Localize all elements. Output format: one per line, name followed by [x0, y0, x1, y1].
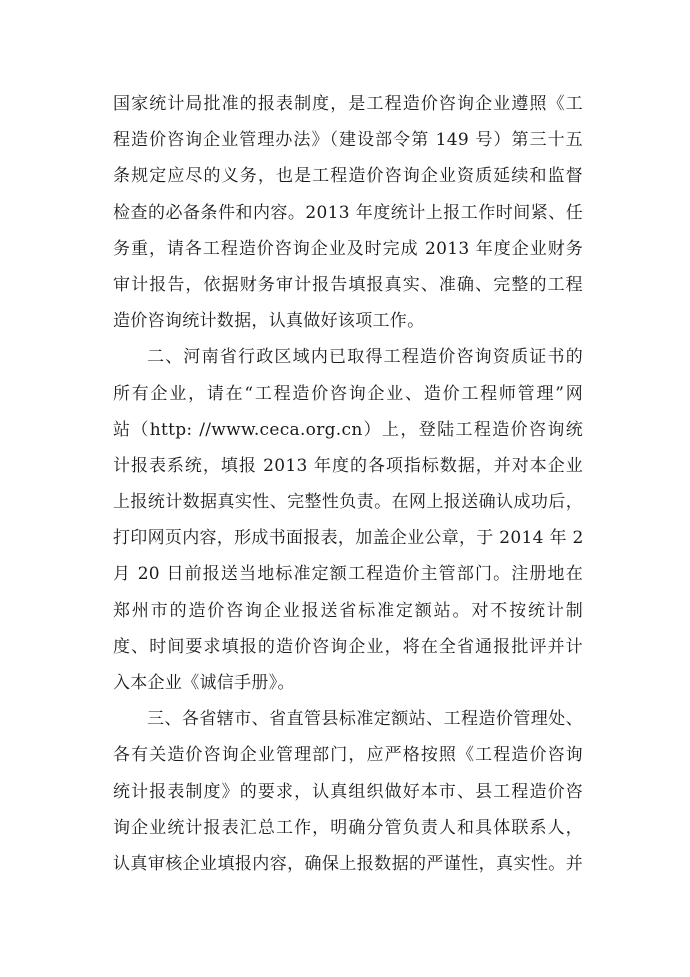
paragraph-3-line-3: 统计报表制度》的要求，认真组织做好本市、县工程造价咨 — [113, 781, 583, 802]
paragraph-1-line-5: 务重，请各工程造价咨询企业及时完成 2013 年度企业财务 — [113, 238, 583, 259]
paragraph-3-line-5: 认真审核企业填报内容，确保上报数据的严谨性，真实性。并 — [113, 853, 583, 874]
paragraph-2-line-10: 入本企业《诚信手册》。 — [113, 673, 295, 693]
paragraph-1-line-2: 程造价咨询企业管理办法》（建设部令第 149 号）第三十五 — [113, 130, 583, 151]
paragraph-2-line-1: 二、河南省行政区域内已取得工程造价咨询资质证书的 — [147, 347, 583, 368]
paragraph-2-line-3: 站（http: //www.ceca.org.cn）上，登陆工程造价咨询统 — [113, 419, 583, 440]
paragraph-2-line-2: 所有企业，请在“工程造价咨询企业、造价工程师管理”网 — [113, 383, 583, 404]
paragraph-1-line-3: 条规定应尽的义务，也是工程造价咨询企业资质延续和监督 — [113, 166, 583, 187]
paragraph-3-line-2: 各有关造价咨询企业管理部门，应严格按照《工程造价咨询 — [113, 745, 583, 766]
paragraph-2-line-7: 月 20 日前报送当地标准定额工程造价主管部门。注册地在 — [113, 564, 583, 585]
paragraph-1-line-4: 检查的必备条件和内容。2013 年度统计上报工作时间紧、任 — [113, 202, 583, 223]
paragraph-2-line-4: 计报表系统，填报 2013 年度的各项指标数据，并对本企业 — [113, 455, 583, 476]
paragraph-2-line-6: 打印网页内容，形成书面报表，加盖企业公章，于 2014 年 2 — [113, 528, 584, 549]
paragraph-1-line-7: 造价咨询统计数据，认真做好该项工作。 — [113, 311, 425, 332]
paragraph-1-line-6: 审计报告，依据财务审计报告填报真实、准确、完整的工程 — [113, 274, 583, 295]
paragraph-2-line-8: 郑州市的造价咨询企业报送省标准定额站。对不按统计制 — [113, 600, 583, 621]
paragraph-3-line-4: 询企业统计报表汇总工作，明确分管负责人和具体联系人， — [113, 817, 583, 838]
paragraph-3-line-1: 三、各省辖市、省直管县标准定额站、工程造价管理处、 — [147, 709, 583, 730]
paragraph-2-line-9: 度、时间要求填报的造价咨询企业，将在全省通报批评并计 — [113, 636, 583, 657]
paragraph-1-line-1: 国家统计局批准的报表制度，是工程造价咨询企业遵照《工 — [113, 94, 583, 114]
document-body — [113, 86, 583, 882]
paragraph-2-line-5: 上报统计数据真实性、完整性负责。在网上报送确认成功后， — [113, 492, 583, 513]
